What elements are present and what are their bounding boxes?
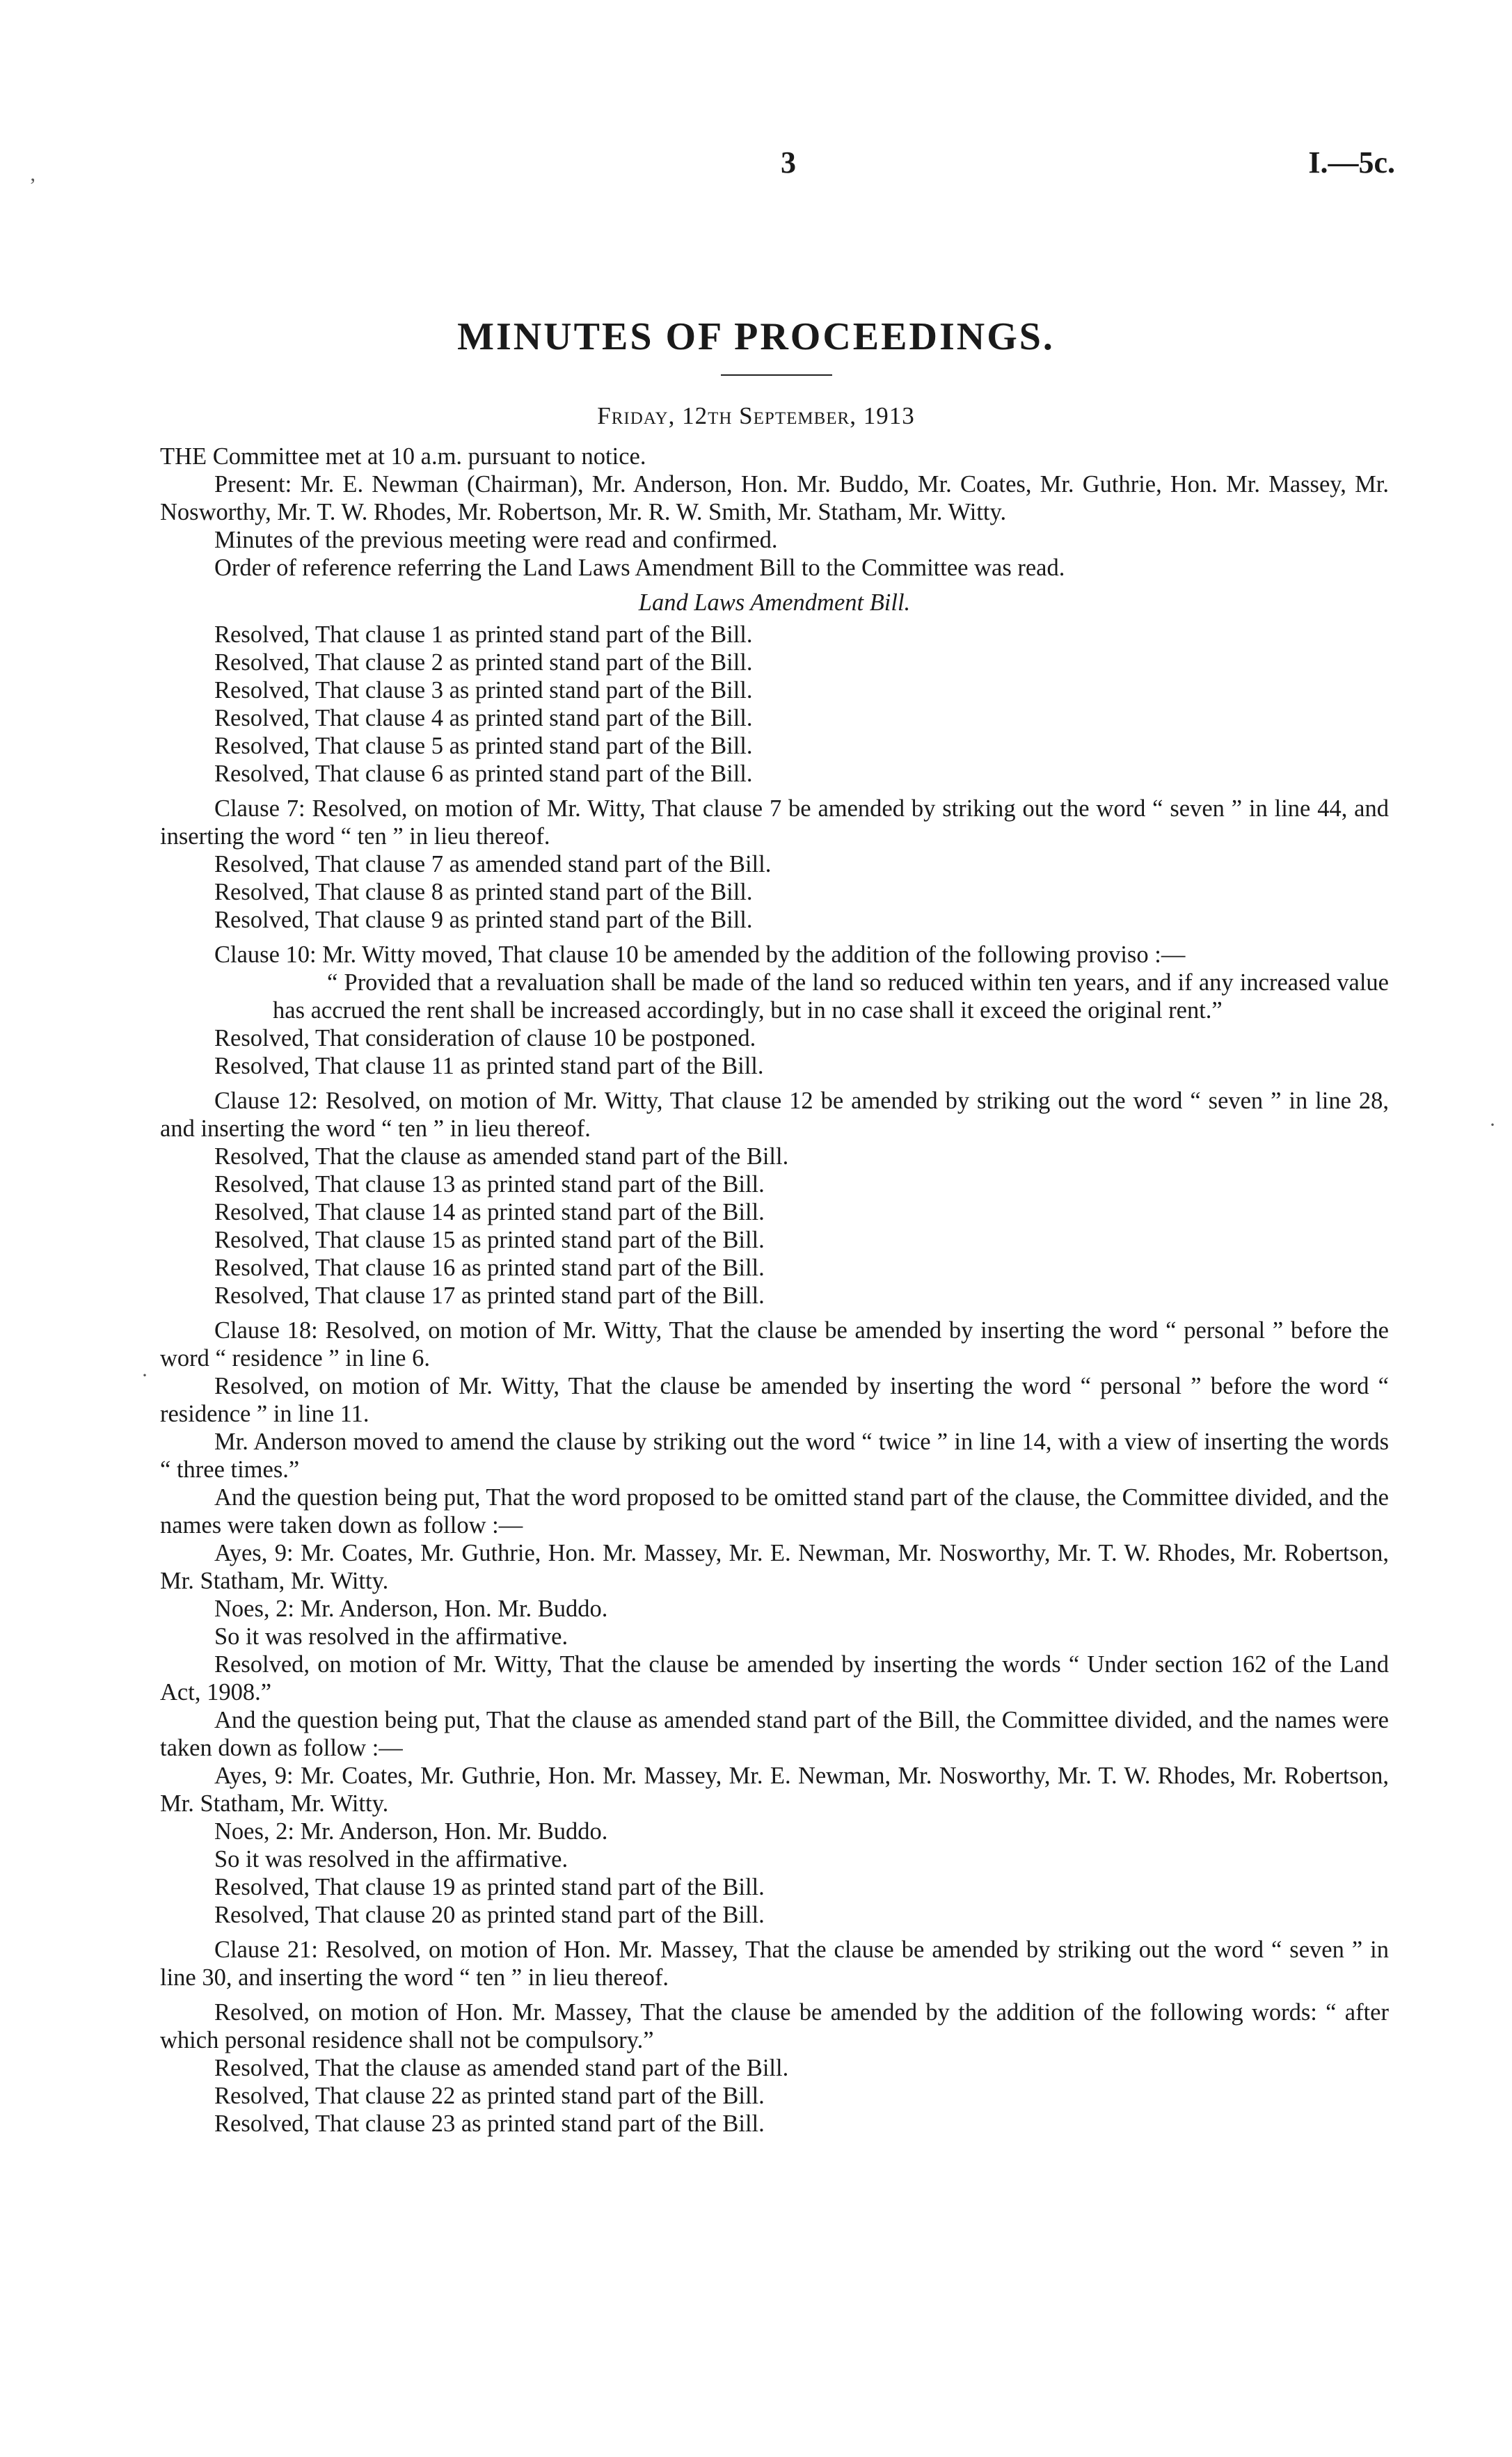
minute-paragraph: So it was resolved in the affirmative. [214, 1846, 568, 1872]
minutes-body [160, 443, 1389, 2138]
minute-paragraph: Resolved, That clause 15 as printed stand part of the Bill. [214, 1227, 765, 1253]
minute-paragraph: Clause 12: Resolved, on motion of Mr. Witty, That clause 12 be amended by striking out the word “ seven ” in line 28, and inserting the word “ ten ” in lieu thereof. [160, 1088, 1389, 1142]
minute-paragraph: Ayes, 9: Mr. Coates, Mr. Guthrie, Hon. Mr. Massey, Mr. E. Newman, Mr. Nosworthy, Mr. T. W. Rhodes, Mr. Robertson, Mr. Statham, Mr. Witty. [160, 1540, 1389, 1594]
minute-paragraph: Clause 7: Resolved, on motion of Mr. Witty, That clause 7 be amended by striking out the word “ seven ” in line 44, and inserting the word “ ten ” in lieu thereof. [160, 795, 1389, 850]
minute-paragraph: Resolved, That clause 5 as printed stand part of the Bill. [214, 733, 753, 759]
minute-paragraph: Ayes, 9: Mr. Coates, Mr. Guthrie, Hon. Mr. Massey, Mr. E. Newman, Mr. Nosworthy, Mr. T. W. Rhodes, Mr. Robertson, Mr. Statham, Mr. Witty. [160, 1763, 1389, 1817]
minute-paragraph: Mr. Anderson moved to amend the clause by striking out the word “ twice ” in line 14, with a view of inserting the words “ three times.” [160, 1429, 1389, 1483]
minute-paragraph: Resolved, That consideration of clause 10 be postponed. [214, 1025, 756, 1051]
minute-paragraph: Resolved, on motion of Mr. Witty, That the clause be amended by inserting the words “ Under section 162 of the Land Act, 1908.” [160, 1651, 1389, 1705]
minute-paragraph: Resolved, That clause 7 as amended stand part of the Bill. [214, 851, 772, 877]
document-reference: I.—5c. [1308, 145, 1395, 180]
minute-paragraph: THE Committee met at 10 a.m. pursuant to notice. [160, 443, 646, 470]
minute-paragraph: Resolved, That clause 14 as printed stand part of the Bill. [214, 1199, 765, 1225]
page-number: 3 [781, 145, 796, 180]
minute-paragraph: Resolved, That clause 9 as printed stand part of the Bill. [214, 907, 753, 933]
margin-mark: · [141, 1364, 148, 1387]
minute-paragraph: Resolved, That clause 19 as printed stand part of the Bill. [214, 1874, 765, 1900]
minute-paragraph: Clause 21: Resolved, on motion of Hon. Mr. Massey, That the clause be amended by striking out the word “ seven ” in line 30, and inserting the word “ ten ” in lieu thereof. [160, 1937, 1389, 1991]
minute-paragraph: Resolved, That clause 20 as printed stand part of the Bill. [214, 1902, 765, 1928]
minute-paragraph: Resolved, That clause 4 as printed stand part of the Bill. [214, 705, 753, 731]
margin-mark: · [1489, 1113, 1496, 1136]
minute-paragraph: Present: Mr. E. Newman (Chairman), Mr. Anderson, Hon. Mr. Buddo, Mr. Coates, Mr. Guthrie, Hon. Mr. Massey, Mr. Nosworthy, Mr. T. W. Rhodes, Mr. Robertson, Mr. R. W. Smith, Mr. Statham, Mr. Witty. [160, 471, 1389, 525]
minute-paragraph: Resolved, on motion of Mr. Witty, That the clause be amended by inserting the word “ personal ” before the word “ residence ” in line 11. [160, 1373, 1389, 1427]
minute-paragraph: Resolved, That clause 13 as printed stand part of the Bill. [214, 1171, 765, 1198]
minute-paragraph: Resolved, That clause 1 as printed stand part of the Bill. [214, 621, 753, 648]
minute-paragraph: Resolved, That clause 22 as printed stand part of the Bill. [214, 2083, 765, 2109]
minute-paragraph: Order of reference referring the Land Laws Amendment Bill to the Committee was read. [214, 555, 1065, 581]
minute-paragraph: Resolved, That the clause as amended stand part of the Bill. [214, 1143, 789, 1170]
section-heading: Land Laws Amendment Bill. [638, 589, 911, 616]
title-divider [721, 374, 832, 376]
minute-paragraph: “ Provided that a revaluation shall be made of the land so reduced within ten years, and if any increased value has accrued the rent shall be increased accordingly, but in no case shall it exceed the original rent.” [273, 969, 1389, 1024]
minute-paragraph: Resolved, That clause 16 as printed stand part of the Bill. [214, 1255, 765, 1281]
minute-paragraph: Resolved, That clause 11 as printed stand part of the Bill. [214, 1053, 764, 1079]
minute-paragraph: And the question being put, That the clause as amended stand part of the Bill, the Committee divided, and the names were taken down as follow :— [160, 1707, 1389, 1761]
minute-paragraph: Resolved, That the clause as amended stand part of the Bill. [214, 2055, 789, 2081]
minute-paragraph: Resolved, That clause 17 as printed stand part of the Bill. [214, 1282, 765, 1309]
minute-paragraph: Resolved, That clause 2 as printed stand part of the Bill. [214, 649, 753, 676]
margin-mark: ’ [29, 174, 36, 197]
minute-paragraph: Noes, 2: Mr. Anderson, Hon. Mr. Buddo. [214, 1596, 608, 1622]
minute-paragraph: Minutes of the previous meeting were read and confirmed. [214, 527, 778, 553]
minute-paragraph: Clause 10: Mr. Witty moved, That clause 10 be amended by the addition of the following proviso :— [214, 941, 1186, 968]
minute-paragraph: Resolved, That clause 6 as printed stand part of the Bill. [214, 761, 753, 787]
minute-paragraph: Resolved, on motion of Hon. Mr. Massey, That the clause be amended by the addition of the following words: “ after which personal residence shall not be compulsory.” [160, 1999, 1389, 2053]
minute-paragraph: Resolved, That clause 3 as printed stand part of the Bill. [214, 677, 753, 703]
minute-paragraph: Resolved, That clause 23 as printed stand part of the Bill. [214, 2110, 765, 2137]
page-title: MINUTES OF PROCEEDINGS. [457, 315, 1055, 358]
minute-paragraph: And the question being put, That the word proposed to be omitted stand part of the clause, the Committee divided, and the names were taken down as follow :— [160, 1484, 1389, 1538]
meeting-date: Friday, 12th September, 1913 [597, 402, 915, 429]
minute-paragraph: So it was resolved in the affirmative. [214, 1623, 568, 1650]
minute-paragraph: Resolved, That clause 8 as printed stand part of the Bill. [214, 879, 753, 905]
minute-paragraph: Noes, 2: Mr. Anderson, Hon. Mr. Buddo. [214, 1818, 608, 1845]
minute-paragraph: Clause 18: Resolved, on motion of Mr. Witty, That the clause be amended by inserting the word “ personal ” before the word “ residence ” in line 6. [160, 1317, 1389, 1371]
